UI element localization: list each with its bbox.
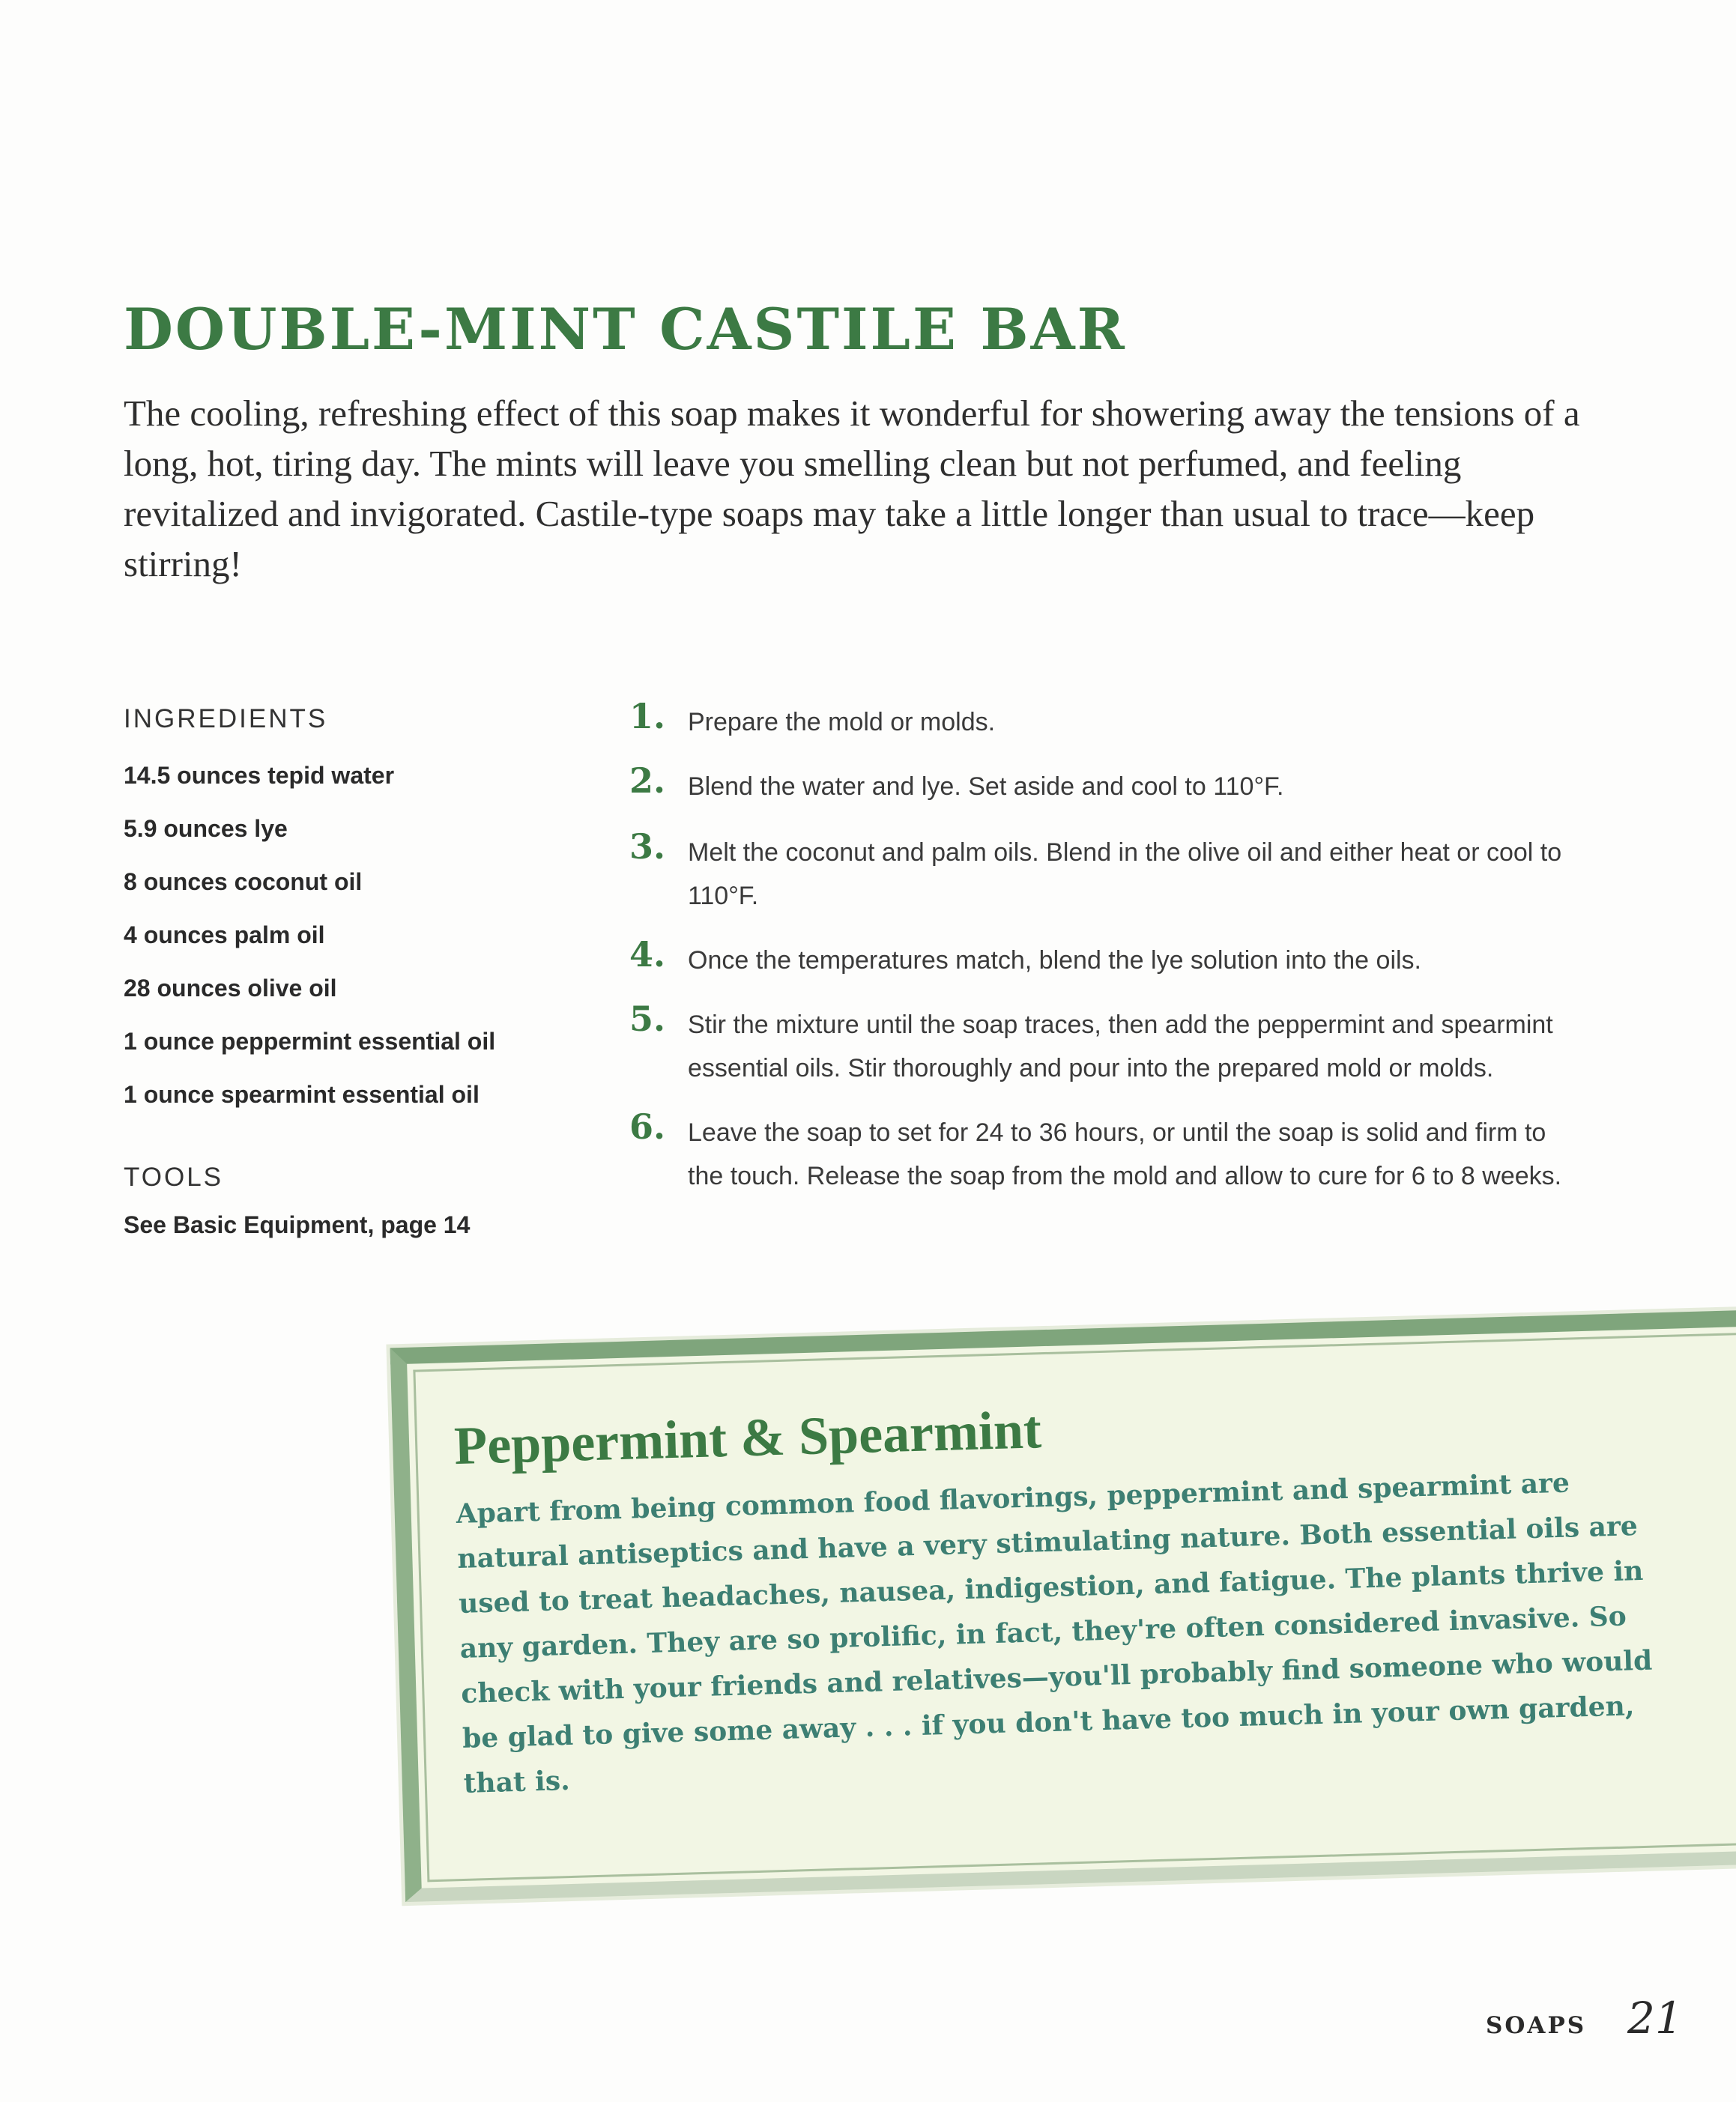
page-number: 21 — [1627, 1993, 1683, 2044]
step-item — [629, 696, 1588, 744]
step-text: Stir the mixture until the soap traces, then add the peppermint and spearmint essential oils. Stir thoroughly and pour into the prepared mold or molds. — [688, 1011, 1553, 1082]
step-item — [629, 934, 1588, 982]
ingredient-item: 14.5 ounces tepid water — [124, 762, 395, 789]
ingredient-item: 4 ounces palm oil — [124, 921, 325, 948]
tools-label: TOOLS — [124, 1163, 224, 1192]
step-text: Blend the water and lye. Set aside and cool to 110°F. — [688, 772, 1284, 801]
ingredient-item: 8 ounces coconut oil — [124, 868, 363, 895]
step-item — [629, 999, 1588, 1090]
recipe-intro: The cooling, refreshing effect of this soap makes it wonderful for showering away the tensions of a long, hot, tiring day. The mints will leave you smelling clean but not perfumed, and feeling revitalized and invigorated. Castile-type soaps may take a little longer than usual to trace—keep stirring! — [124, 393, 1580, 584]
step-item — [629, 760, 1588, 808]
ingredient-item: 1 ounce spearmint essential oil — [124, 1081, 480, 1108]
sidebar-box — [390, 1310, 1736, 1902]
step-number: 3. — [629, 826, 666, 867]
ingredient-item: 5.9 ounces lye — [124, 815, 288, 842]
footer-section-label: SOAPS — [1486, 2012, 1587, 2039]
step-number: 4. — [629, 934, 666, 975]
ingredients-section — [124, 704, 588, 1121]
step-number: 5. — [629, 999, 666, 1039]
ingredient-item: 28 ounces olive oil — [124, 975, 337, 1002]
ingredients-list — [124, 749, 588, 1121]
step-text: Once the temperatures match, blend the lye solution into the oils. — [688, 946, 1421, 975]
step-text: Leave the soap to set for 24 to 36 hours, or until the soap is solid and firm to the touch. Release the soap from the mold and allow to cure for 6 to 8 weeks. — [688, 1118, 1562, 1190]
sidebar-box-text: Apart from being common food flavorings, peppermint and spearmint are natural antiseptics and have a very stimulating nature. Both essential oils are used to treat headaches, nausea, indigestion, and fatigue. The plants thrive in any garden. They are so prolific, in fact, they're often considered invasive. So check with your friends and relatives—you'll probably find someone who would be glad to give some away . . . if you don't have too much in your own garden, that is. — [456, 1467, 1653, 1799]
step-text: Melt the coconut and palm oils. Blend in the olive oil and either heat or cool to 110°F. — [688, 838, 1562, 910]
step-item — [629, 1106, 1588, 1198]
steps-list — [629, 696, 1588, 1198]
tools-text: See Basic Equipment, page 14 — [124, 1211, 471, 1238]
step-number: 6. — [629, 1106, 666, 1147]
tools-section — [124, 1163, 603, 1252]
ingredients-label: INGREDIENTS — [124, 704, 328, 733]
step-number: 2. — [629, 760, 666, 801]
sidebar-box-title: Peppermint & Spearmint — [453, 1399, 1042, 1476]
ingredient-item: 1 ounce peppermint essential oil — [124, 1028, 496, 1055]
step-item — [629, 826, 1588, 918]
recipe-title: DOUBLE-MINT CASTILE BAR — [124, 296, 1127, 363]
sidebar-box-wrapper — [375, 1295, 1736, 1903]
step-text: Prepare the mold or molds. — [688, 708, 996, 736]
step-number: 1. — [629, 696, 666, 736]
